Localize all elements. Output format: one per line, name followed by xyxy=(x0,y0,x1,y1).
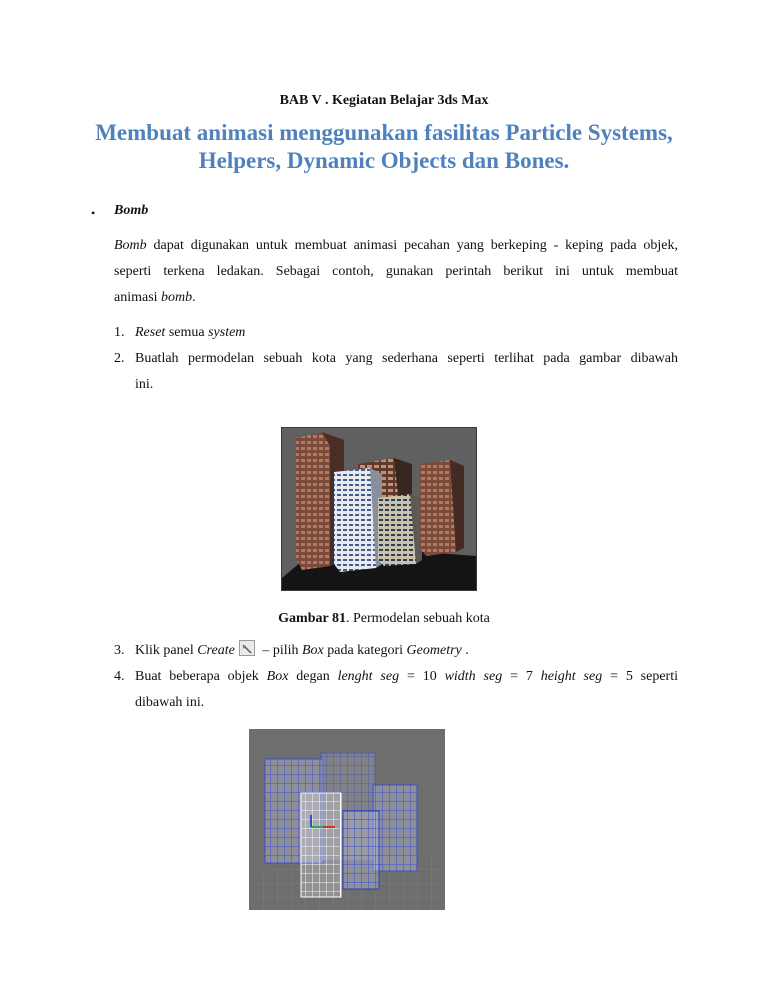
wireframe-render-image xyxy=(249,729,445,910)
step-1: 1. Reset semua system xyxy=(114,325,246,340)
bullet-icon: • xyxy=(91,206,96,220)
step-4: 4. Buat beberapa objek Box degan lenght seg = 10 width seg = 7 height seg = 5 seperti dibawah ini. xyxy=(114,669,678,710)
title-line-1: Membuat animasi menggunakan fasilitas Particle Systems, xyxy=(95,120,673,145)
step-3: 3. Klik panel Create – pilih Box pada kategori Geometry . xyxy=(114,638,678,664)
wireframe-boxes-figure xyxy=(249,729,445,910)
title-line-2: Helpers, Dynamic Objects dan Bones. xyxy=(198,148,570,173)
figure-caption: Gambar 81. Permodelan sebuah kota xyxy=(278,611,490,626)
step-2: 2. Buatlah permodelan sebuah kota yang sederhana seperti terlihat pada gambar dibawah ini. xyxy=(114,351,678,392)
section-heading: Bomb xyxy=(114,203,149,218)
para-line-2: seperti terkena ledakan. Sebagai contoh, gunakan perintah berikut ini untuk membuat xyxy=(114,264,678,279)
city-model-figure xyxy=(281,427,477,591)
create-panel-icon xyxy=(239,640,255,656)
chapter-header: BAB V . Kegiatan Belajar 3ds Max xyxy=(279,93,489,108)
page-title xyxy=(60,119,708,175)
para-line-3: animasi bomb. xyxy=(114,290,196,305)
para-line-1: Bomb dapat digunakan untuk membuat animasi pecahan yang berkeping - keping pada objek, xyxy=(114,238,678,253)
city-render-image xyxy=(282,428,476,590)
intro-paragraph xyxy=(114,233,678,311)
